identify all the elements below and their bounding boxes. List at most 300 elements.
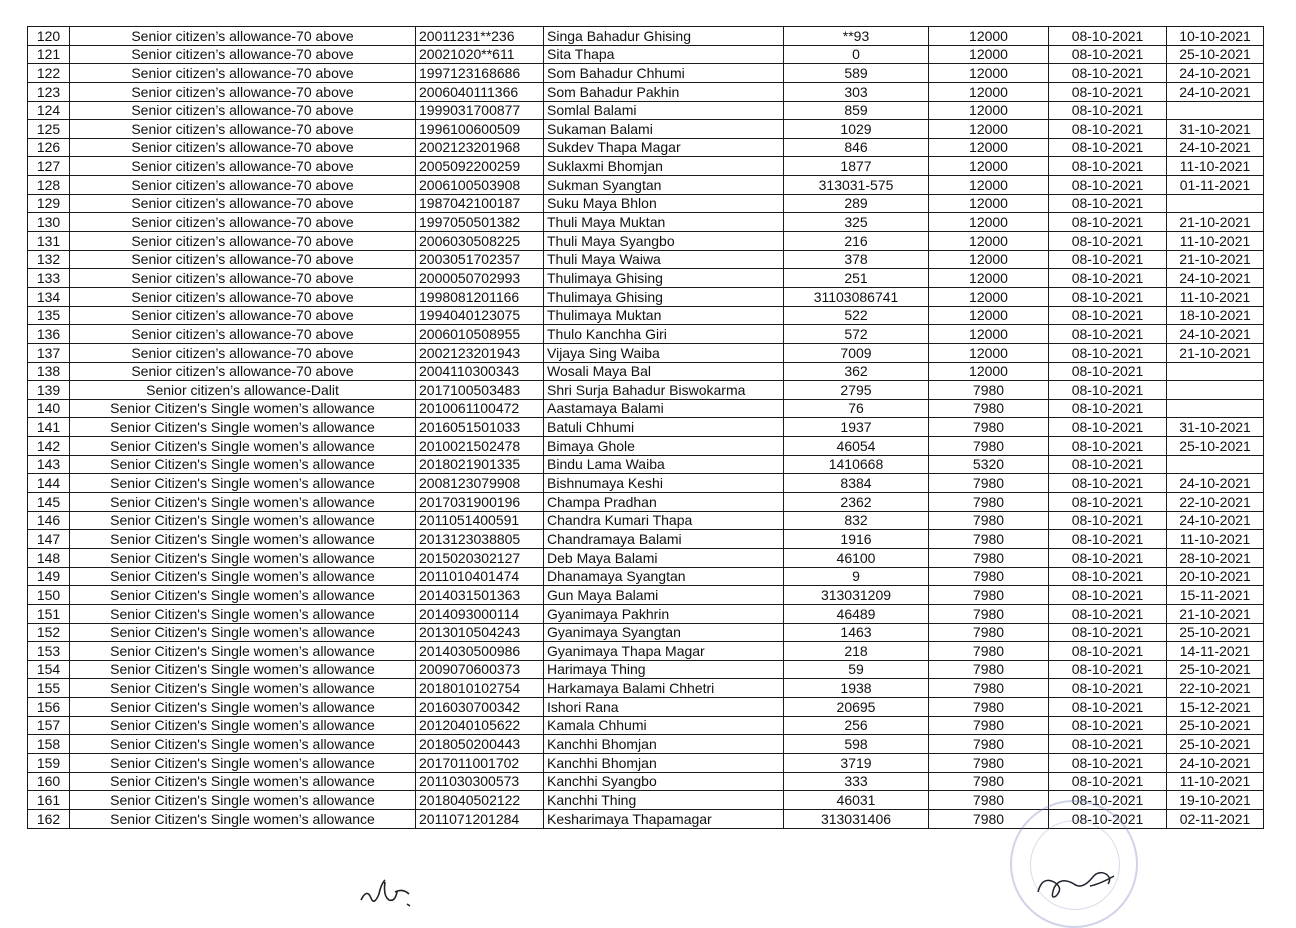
payment-date-cell: 08-10-2021 — [1049, 306, 1167, 325]
amount-cell: 5320 — [929, 455, 1049, 474]
allowance-type-cell: Senior citizen’s allowance-70 above — [70, 306, 416, 325]
allowance-type-cell: Senior Citizen's Single women’s allowance — [70, 642, 416, 661]
beneficiary-name-cell: Deb Maya Balami — [544, 548, 784, 567]
account-number-cell: 378 — [784, 250, 929, 269]
account-number-cell: 572 — [784, 325, 929, 344]
amount-cell: 12000 — [929, 120, 1049, 139]
amount-cell: 7980 — [929, 753, 1049, 772]
payment-date-cell: 08-10-2021 — [1049, 660, 1167, 679]
payment-date-cell: 08-10-2021 — [1049, 642, 1167, 661]
table-row — [28, 511, 1264, 530]
beneficiary-id-cell: 2014031501363 — [416, 586, 544, 605]
payment-date-cell: 08-10-2021 — [1049, 753, 1167, 772]
received-date-cell — [1167, 101, 1264, 120]
beneficiary-name-cell: Suku Maya Bhlon — [544, 194, 784, 213]
table-row — [28, 287, 1264, 306]
account-number-cell: 46031 — [784, 791, 929, 810]
payment-date-cell: 08-10-2021 — [1049, 809, 1167, 828]
amount-cell: 7980 — [929, 716, 1049, 735]
serial-number-cell: 137 — [28, 343, 70, 362]
table-row — [28, 418, 1264, 437]
table-row — [28, 437, 1264, 456]
payment-date-cell: 08-10-2021 — [1049, 64, 1167, 83]
received-date-cell: 21-10-2021 — [1167, 604, 1264, 623]
beneficiary-id-cell: 1997123168686 — [416, 64, 544, 83]
payment-date-cell: 08-10-2021 — [1049, 511, 1167, 530]
serial-number-cell: 158 — [28, 735, 70, 754]
payment-date-cell: 08-10-2021 — [1049, 437, 1167, 456]
payment-date-cell: 08-10-2021 — [1049, 604, 1167, 623]
amount-cell: 7980 — [929, 735, 1049, 754]
account-number-cell: 3719 — [784, 753, 929, 772]
beneficiary-id-cell: 2010021502478 — [416, 437, 544, 456]
payment-date-cell: 08-10-2021 — [1049, 138, 1167, 157]
allowance-type-cell: Senior citizen’s allowance-70 above — [70, 232, 416, 251]
allowance-table — [27, 26, 1264, 829]
allowance-type-cell: Senior citizen’s allowance-70 above — [70, 343, 416, 362]
serial-number-cell: 146 — [28, 511, 70, 530]
beneficiary-name-cell: Shri Surja Bahadur Biswokarma — [544, 381, 784, 400]
allowance-type-cell: Senior citizen’s allowance-70 above — [70, 362, 416, 381]
allowance-type-cell: Senior Citizen's Single women’s allowance — [70, 772, 416, 791]
payment-date-cell: 08-10-2021 — [1049, 269, 1167, 288]
table-row — [28, 138, 1264, 157]
serial-number-cell: 128 — [28, 176, 70, 195]
account-number-cell: 1916 — [784, 530, 929, 549]
allowance-type-cell: Senior citizen’s allowance-70 above — [70, 269, 416, 288]
amount-cell: 12000 — [929, 362, 1049, 381]
beneficiary-name-cell: Sita Thapa — [544, 45, 784, 64]
amount-cell: 12000 — [929, 27, 1049, 46]
beneficiary-name-cell: Kanchhi Bhomjan — [544, 753, 784, 772]
serial-number-cell: 136 — [28, 325, 70, 344]
received-date-cell: 24-10-2021 — [1167, 138, 1264, 157]
payment-date-cell: 08-10-2021 — [1049, 325, 1167, 344]
beneficiary-id-cell: 2002123201943 — [416, 343, 544, 362]
serial-number-cell: 153 — [28, 642, 70, 661]
serial-number-cell: 150 — [28, 586, 70, 605]
beneficiary-id-cell: 1998081201166 — [416, 287, 544, 306]
beneficiary-id-cell: 20021020**611 — [416, 45, 544, 64]
allowance-type-cell: Senior citizen’s allowance-70 above — [70, 82, 416, 101]
beneficiary-id-cell: 2006030508225 — [416, 232, 544, 251]
table-row — [28, 735, 1264, 754]
account-number-cell: 859 — [784, 101, 929, 120]
beneficiary-name-cell: Gyanimaya Thapa Magar — [544, 642, 784, 661]
allowance-type-cell: Senior citizen’s allowance-70 above — [70, 250, 416, 269]
beneficiary-id-cell: 2016030700342 — [416, 698, 544, 717]
received-date-cell: 21-10-2021 — [1167, 343, 1264, 362]
allowance-type-cell: Senior Citizen's Single women’s allowance — [70, 567, 416, 586]
amount-cell: 12000 — [929, 82, 1049, 101]
payment-date-cell: 08-10-2021 — [1049, 455, 1167, 474]
beneficiary-id-cell: 2012040105622 — [416, 716, 544, 735]
serial-number-cell: 152 — [28, 623, 70, 642]
table-row — [28, 623, 1264, 642]
allowance-type-cell: Senior Citizen's Single women’s allowance — [70, 623, 416, 642]
received-date-cell: 21-10-2021 — [1167, 250, 1264, 269]
beneficiary-id-cell: 2018010102754 — [416, 679, 544, 698]
account-number-cell: 846 — [784, 138, 929, 157]
table-body — [28, 27, 1264, 829]
received-date-cell: 24-10-2021 — [1167, 82, 1264, 101]
payment-date-cell: 08-10-2021 — [1049, 250, 1167, 269]
table-row — [28, 604, 1264, 623]
beneficiary-id-cell: 2017100503483 — [416, 381, 544, 400]
allowance-type-cell: Senior Citizen's Single women’s allowance — [70, 604, 416, 623]
beneficiary-name-cell: Thulimaya Ghising — [544, 287, 784, 306]
payment-date-cell: 08-10-2021 — [1049, 343, 1167, 362]
beneficiary-id-cell: 2011010401474 — [416, 567, 544, 586]
payment-date-cell: 08-10-2021 — [1049, 213, 1167, 232]
received-date-cell — [1167, 362, 1264, 381]
account-number-cell: 0 — [784, 45, 929, 64]
beneficiary-name-cell: Kanchhi Thing — [544, 791, 784, 810]
account-number-cell: 1938 — [784, 679, 929, 698]
beneficiary-id-cell: 1987042100187 — [416, 194, 544, 213]
account-number-cell: 303 — [784, 82, 929, 101]
beneficiary-name-cell: Thuli Maya Syangbo — [544, 232, 784, 251]
beneficiary-name-cell: Gyanimaya Pakhrin — [544, 604, 784, 623]
serial-number-cell: 126 — [28, 138, 70, 157]
beneficiary-id-cell: 2011071201284 — [416, 809, 544, 828]
account-number-cell: 2795 — [784, 381, 929, 400]
account-number-cell: 59 — [784, 660, 929, 679]
received-date-cell — [1167, 399, 1264, 418]
serial-number-cell: 125 — [28, 120, 70, 139]
allowance-type-cell: Senior Citizen's Single women’s allowance — [70, 698, 416, 717]
received-date-cell — [1167, 381, 1264, 400]
allowance-type-cell: Senior Citizen's Single women’s allowance — [70, 660, 416, 679]
payment-date-cell: 08-10-2021 — [1049, 418, 1167, 437]
beneficiary-name-cell: Gun Maya Balami — [544, 586, 784, 605]
beneficiary-id-cell: 1999031700877 — [416, 101, 544, 120]
payment-date-cell: 08-10-2021 — [1049, 791, 1167, 810]
received-date-cell: 25-10-2021 — [1167, 716, 1264, 735]
allowance-type-cell: Senior citizen’s allowance-70 above — [70, 194, 416, 213]
table-row — [28, 306, 1264, 325]
beneficiary-id-cell: 2005092200259 — [416, 157, 544, 176]
payment-date-cell: 08-10-2021 — [1049, 735, 1167, 754]
allowance-type-cell: Senior Citizen's Single women’s allowance — [70, 791, 416, 810]
amount-cell: 12000 — [929, 64, 1049, 83]
beneficiary-name-cell: Sukman Syangtan — [544, 176, 784, 195]
table-row — [28, 679, 1264, 698]
account-number-cell: 9 — [784, 567, 929, 586]
beneficiary-name-cell: Kanchhi Syangbo — [544, 772, 784, 791]
beneficiary-name-cell: Thuli Maya Muktan — [544, 213, 784, 232]
beneficiary-id-cell: 2018040502122 — [416, 791, 544, 810]
table-row — [28, 157, 1264, 176]
serial-number-cell: 127 — [28, 157, 70, 176]
beneficiary-name-cell: Thulimaya Muktan — [544, 306, 784, 325]
table-row — [28, 493, 1264, 512]
table-row — [28, 176, 1264, 195]
amount-cell: 12000 — [929, 343, 1049, 362]
allowance-type-cell: Senior Citizen's Single women’s allowance — [70, 735, 416, 754]
allowance-type-cell: Senior citizen’s allowance-70 above — [70, 213, 416, 232]
serial-number-cell: 124 — [28, 101, 70, 120]
beneficiary-name-cell: Thulo Kanchha Giri — [544, 325, 784, 344]
amount-cell: 12000 — [929, 194, 1049, 213]
serial-number-cell: 162 — [28, 809, 70, 828]
allowance-type-cell: Senior citizen’s allowance-70 above — [70, 176, 416, 195]
allowance-type-cell: Senior Citizen's Single women’s allowance — [70, 418, 416, 437]
account-number-cell: 522 — [784, 306, 929, 325]
amount-cell: 12000 — [929, 157, 1049, 176]
received-date-cell: 22-10-2021 — [1167, 493, 1264, 512]
serial-number-cell: 160 — [28, 772, 70, 791]
received-date-cell: 28-10-2021 — [1167, 548, 1264, 567]
received-date-cell: 24-10-2021 — [1167, 269, 1264, 288]
amount-cell: 12000 — [929, 213, 1049, 232]
beneficiary-id-cell: 2013123038805 — [416, 530, 544, 549]
received-date-cell: 11-10-2021 — [1167, 287, 1264, 306]
account-number-cell: 313031406 — [784, 809, 929, 828]
received-date-cell: 25-10-2021 — [1167, 623, 1264, 642]
beneficiary-name-cell: Bindu Lama Waiba — [544, 455, 784, 474]
account-number-cell: 1877 — [784, 157, 929, 176]
beneficiary-id-cell: 1996100600509 — [416, 120, 544, 139]
account-number-cell: 1029 — [784, 120, 929, 139]
allowance-type-cell: Senior citizen’s allowance-70 above — [70, 157, 416, 176]
amount-cell: 7980 — [929, 567, 1049, 586]
account-number-cell: 1463 — [784, 623, 929, 642]
table-row — [28, 232, 1264, 251]
serial-number-cell: 138 — [28, 362, 70, 381]
beneficiary-name-cell: Chandra Kumari Thapa — [544, 511, 784, 530]
serial-number-cell: 145 — [28, 493, 70, 512]
received-date-cell: 25-10-2021 — [1167, 437, 1264, 456]
initials-signature — [355, 878, 425, 910]
beneficiary-name-cell: Ishori Rana — [544, 698, 784, 717]
table-row — [28, 753, 1264, 772]
allowance-type-cell: Senior citizen’s allowance-Dalit — [70, 381, 416, 400]
beneficiary-id-cell: 20011231**236 — [416, 27, 544, 46]
received-date-cell: 11-10-2021 — [1167, 530, 1264, 549]
table-row — [28, 548, 1264, 567]
account-number-cell: 313031209 — [784, 586, 929, 605]
account-number-cell: 31103086741 — [784, 287, 929, 306]
serial-number-cell: 155 — [28, 679, 70, 698]
account-number-cell: 832 — [784, 511, 929, 530]
received-date-cell: 24-10-2021 — [1167, 325, 1264, 344]
table-row — [28, 381, 1264, 400]
beneficiary-id-cell: 1994040123075 — [416, 306, 544, 325]
amount-cell: 7980 — [929, 623, 1049, 642]
table-row — [28, 213, 1264, 232]
serial-number-cell: 131 — [28, 232, 70, 251]
account-number-cell: 256 — [784, 716, 929, 735]
beneficiary-id-cell: 2018050200443 — [416, 735, 544, 754]
beneficiary-id-cell: 2014030500986 — [416, 642, 544, 661]
received-date-cell: 15-11-2021 — [1167, 586, 1264, 605]
table-row — [28, 250, 1264, 269]
serial-number-cell: 121 — [28, 45, 70, 64]
beneficiary-name-cell: Champa Pradhan — [544, 493, 784, 512]
table-row — [28, 269, 1264, 288]
payment-date-cell: 08-10-2021 — [1049, 194, 1167, 213]
amount-cell: 12000 — [929, 138, 1049, 157]
beneficiary-name-cell: Harimaya Thing — [544, 660, 784, 679]
serial-number-cell: 134 — [28, 287, 70, 306]
received-date-cell: 14-11-2021 — [1167, 642, 1264, 661]
account-number-cell: 598 — [784, 735, 929, 754]
table-row — [28, 325, 1264, 344]
beneficiary-id-cell: 2009070600373 — [416, 660, 544, 679]
table-row — [28, 642, 1264, 661]
table-row — [28, 399, 1264, 418]
allowance-type-cell: Senior citizen’s allowance-70 above — [70, 325, 416, 344]
serial-number-cell: 130 — [28, 213, 70, 232]
amount-cell: 7980 — [929, 586, 1049, 605]
account-number-cell: 46054 — [784, 437, 929, 456]
amount-cell: 12000 — [929, 45, 1049, 64]
beneficiary-name-cell: Kesharimaya Thapamagar — [544, 809, 784, 828]
beneficiary-id-cell: 2017031900196 — [416, 493, 544, 512]
received-date-cell: 10-10-2021 — [1167, 27, 1264, 46]
amount-cell: 7980 — [929, 642, 1049, 661]
beneficiary-name-cell: Aastamaya Balami — [544, 399, 784, 418]
amount-cell: 7980 — [929, 418, 1049, 437]
amount-cell: 7980 — [929, 772, 1049, 791]
beneficiary-name-cell: Somlal Balami — [544, 101, 784, 120]
amount-cell: 7980 — [929, 474, 1049, 493]
officer-signature — [1030, 862, 1125, 902]
account-number-cell: 1410668 — [784, 455, 929, 474]
allowance-type-cell: Senior citizen’s allowance-70 above — [70, 120, 416, 139]
account-number-cell: 20695 — [784, 698, 929, 717]
received-date-cell: 24-10-2021 — [1167, 474, 1264, 493]
allowance-type-cell: Senior Citizen's Single women’s allowance — [70, 716, 416, 735]
table-row — [28, 660, 1264, 679]
payment-date-cell: 08-10-2021 — [1049, 82, 1167, 101]
amount-cell: 7980 — [929, 809, 1049, 828]
payment-date-cell: 08-10-2021 — [1049, 548, 1167, 567]
account-number-cell: **93 — [784, 27, 929, 46]
table-row — [28, 530, 1264, 549]
beneficiary-name-cell: Gyanimaya Syangtan — [544, 623, 784, 642]
account-number-cell: 46100 — [784, 548, 929, 567]
amount-cell: 12000 — [929, 287, 1049, 306]
account-number-cell: 218 — [784, 642, 929, 661]
beneficiary-id-cell: 2006040111366 — [416, 82, 544, 101]
received-date-cell: 11-10-2021 — [1167, 157, 1264, 176]
amount-cell: 7980 — [929, 660, 1049, 679]
received-date-cell: 24-10-2021 — [1167, 753, 1264, 772]
received-date-cell: 31-10-2021 — [1167, 418, 1264, 437]
payment-date-cell: 08-10-2021 — [1049, 586, 1167, 605]
payment-date-cell: 08-10-2021 — [1049, 27, 1167, 46]
beneficiary-name-cell: Batuli Chhumi — [544, 418, 784, 437]
table-row — [28, 45, 1264, 64]
payment-date-cell: 08-10-2021 — [1049, 493, 1167, 512]
payment-date-cell: 08-10-2021 — [1049, 101, 1167, 120]
allowance-type-cell: Senior Citizen's Single women’s allowance — [70, 455, 416, 474]
received-date-cell: 18-10-2021 — [1167, 306, 1264, 325]
beneficiary-name-cell: Bimaya Ghole — [544, 437, 784, 456]
received-date-cell: 19-10-2021 — [1167, 791, 1264, 810]
beneficiary-id-cell: 2006100503908 — [416, 176, 544, 195]
allowance-type-cell: Senior Citizen's Single women’s allowance — [70, 530, 416, 549]
serial-number-cell: 157 — [28, 716, 70, 735]
amount-cell: 12000 — [929, 250, 1049, 269]
beneficiary-id-cell: 2015020302127 — [416, 548, 544, 567]
account-number-cell: 1937 — [784, 418, 929, 437]
amount-cell: 7980 — [929, 381, 1049, 400]
payment-date-cell: 08-10-2021 — [1049, 772, 1167, 791]
allowance-type-cell: Senior Citizen's Single women’s allowance — [70, 399, 416, 418]
payment-date-cell: 08-10-2021 — [1049, 623, 1167, 642]
received-date-cell: 22-10-2021 — [1167, 679, 1264, 698]
payment-date-cell: 08-10-2021 — [1049, 716, 1167, 735]
beneficiary-id-cell: 2010061100472 — [416, 399, 544, 418]
payment-date-cell: 08-10-2021 — [1049, 176, 1167, 195]
beneficiary-id-cell: 2006010508955 — [416, 325, 544, 344]
amount-cell: 7980 — [929, 548, 1049, 567]
serial-number-cell: 147 — [28, 530, 70, 549]
table-row — [28, 809, 1264, 828]
received-date-cell: 24-10-2021 — [1167, 64, 1264, 83]
allowance-type-cell: Senior Citizen's Single women’s allowance — [70, 586, 416, 605]
payment-date-cell: 08-10-2021 — [1049, 157, 1167, 176]
beneficiary-name-cell: Kamala Chhumi — [544, 716, 784, 735]
amount-cell: 12000 — [929, 232, 1049, 251]
allowance-type-cell: Senior citizen’s allowance-70 above — [70, 27, 416, 46]
beneficiary-id-cell: 2000050702993 — [416, 269, 544, 288]
account-number-cell: 2362 — [784, 493, 929, 512]
payment-date-cell: 08-10-2021 — [1049, 679, 1167, 698]
beneficiary-id-cell: 2014093000114 — [416, 604, 544, 623]
payment-date-cell: 08-10-2021 — [1049, 567, 1167, 586]
payment-date-cell: 08-10-2021 — [1049, 120, 1167, 139]
table-row — [28, 194, 1264, 213]
table-row — [28, 455, 1264, 474]
table-row — [28, 64, 1264, 83]
allowance-type-cell: Senior Citizen's Single women’s allowance — [70, 511, 416, 530]
received-date-cell: 25-10-2021 — [1167, 660, 1264, 679]
serial-number-cell: 133 — [28, 269, 70, 288]
account-number-cell: 333 — [784, 772, 929, 791]
serial-number-cell: 144 — [28, 474, 70, 493]
received-date-cell — [1167, 194, 1264, 213]
beneficiary-name-cell: Wosali Maya Bal — [544, 362, 784, 381]
table-row — [28, 791, 1264, 810]
amount-cell: 12000 — [929, 269, 1049, 288]
beneficiary-name-cell: Vijaya Sing Waiba — [544, 343, 784, 362]
beneficiary-name-cell: Som Bahadur Chhumi — [544, 64, 784, 83]
table-row — [28, 716, 1264, 735]
beneficiary-name-cell: Bishnumaya Keshi — [544, 474, 784, 493]
allowance-type-cell: Senior Citizen's Single women’s allowance — [70, 437, 416, 456]
amount-cell: 7980 — [929, 493, 1049, 512]
allowance-type-cell: Senior Citizen's Single women’s allowance — [70, 809, 416, 828]
received-date-cell: 01-11-2021 — [1167, 176, 1264, 195]
received-date-cell — [1167, 455, 1264, 474]
serial-number-cell: 151 — [28, 604, 70, 623]
received-date-cell: 20-10-2021 — [1167, 567, 1264, 586]
account-number-cell: 8384 — [784, 474, 929, 493]
payment-date-cell: 08-10-2021 — [1049, 530, 1167, 549]
allowance-type-cell: Senior Citizen's Single women’s allowance — [70, 753, 416, 772]
table-row — [28, 120, 1264, 139]
account-number-cell: 251 — [784, 269, 929, 288]
beneficiary-name-cell: Thuli Maya Waiwa — [544, 250, 784, 269]
beneficiary-id-cell: 2004110300343 — [416, 362, 544, 381]
received-date-cell: 31-10-2021 — [1167, 120, 1264, 139]
beneficiary-id-cell: 2002123201968 — [416, 138, 544, 157]
serial-number-cell: 129 — [28, 194, 70, 213]
